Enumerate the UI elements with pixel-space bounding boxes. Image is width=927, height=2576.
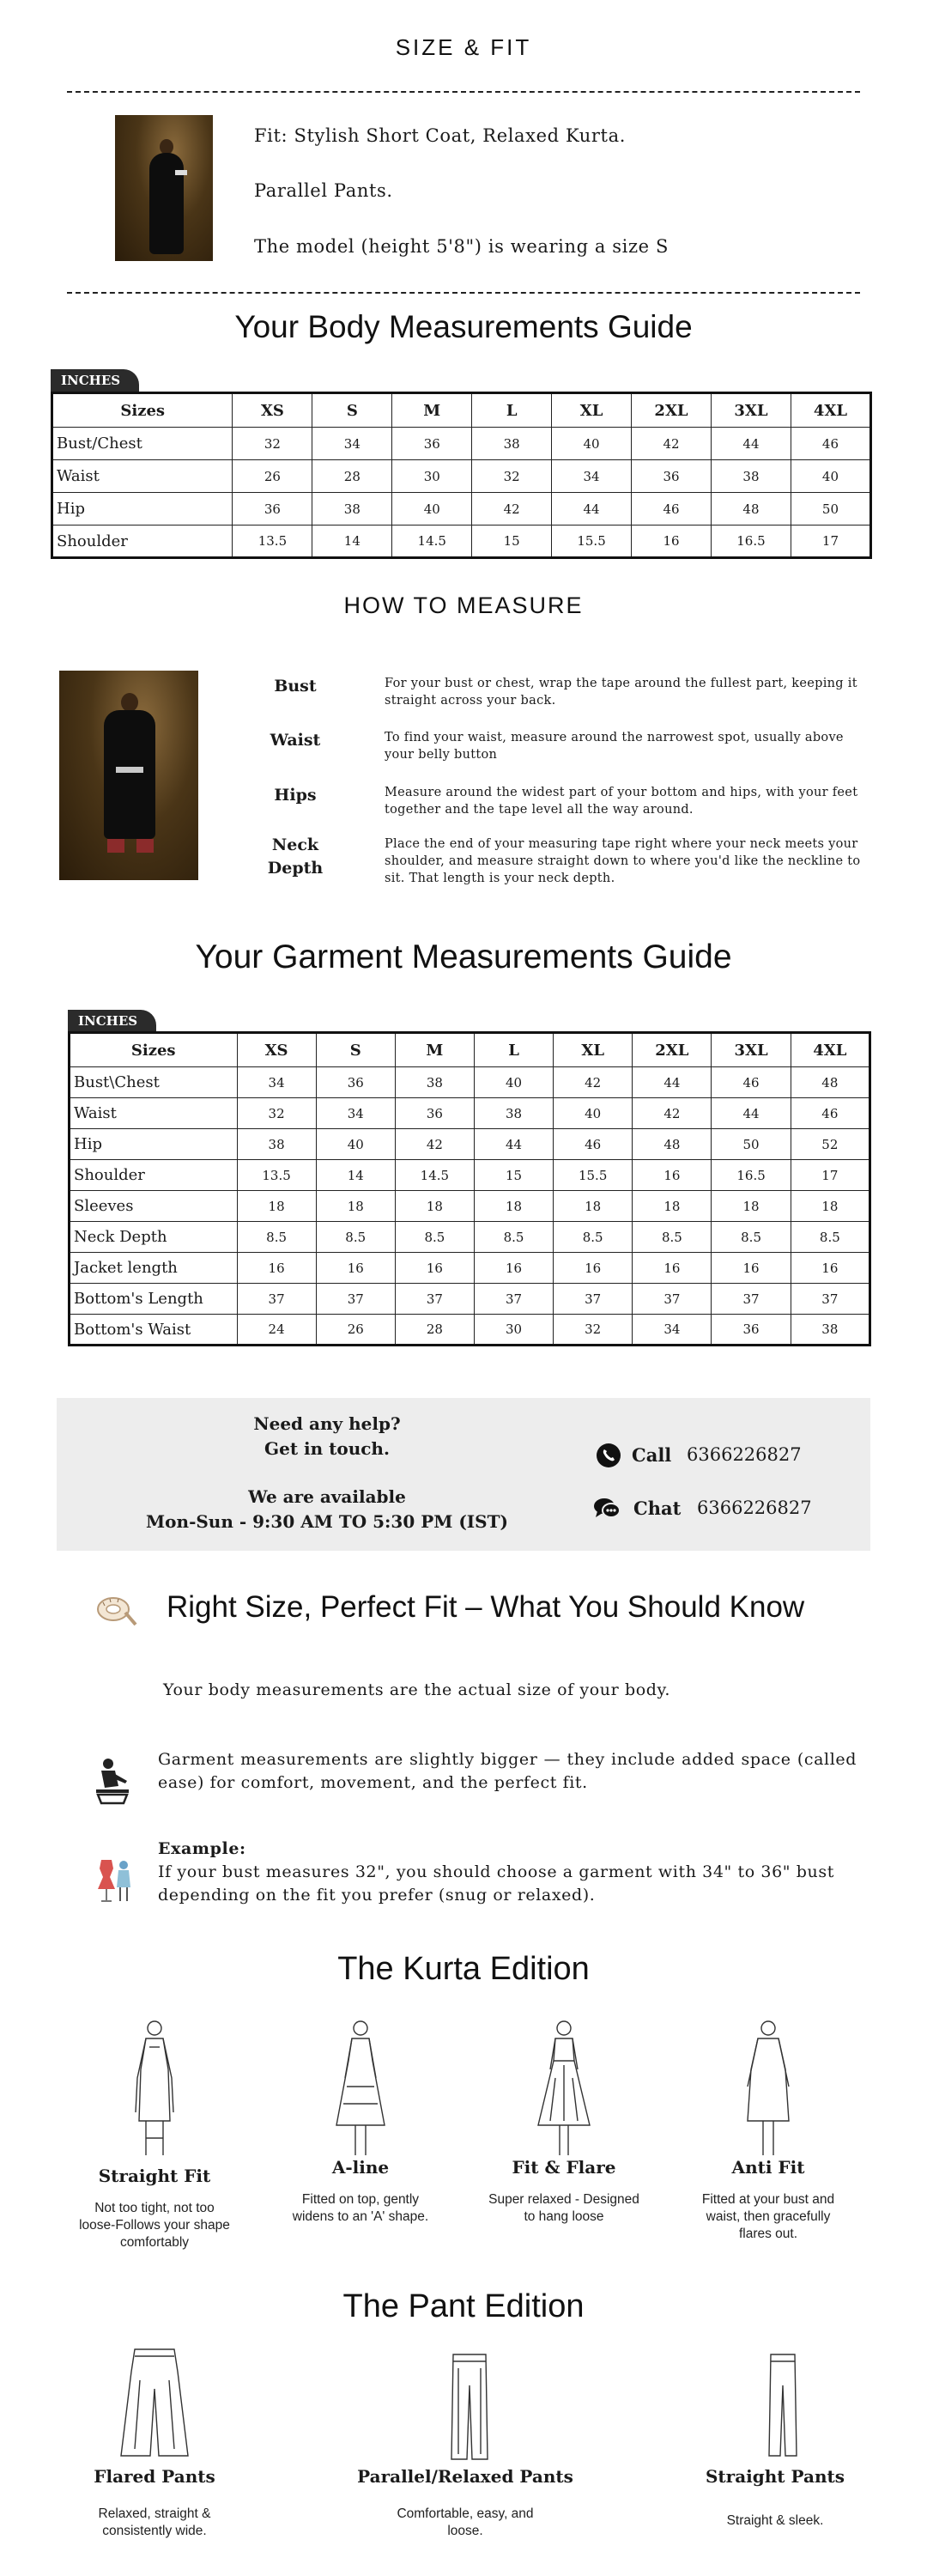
kurta-name-fit-flare: Fit & Flare bbox=[512, 2157, 616, 2178]
row-label: Jacket length bbox=[70, 1253, 238, 1284]
table-cell: 16 bbox=[633, 1253, 712, 1284]
table-header-row bbox=[70, 1033, 870, 1067]
column-header: 4XL bbox=[791, 1033, 869, 1067]
table-cell: 8.5 bbox=[395, 1222, 474, 1253]
table-cell: 38 bbox=[711, 460, 791, 493]
pant-name-straight-pants: Straight Pants bbox=[705, 2466, 845, 2487]
table-cell: 16 bbox=[632, 526, 712, 558]
table-cell: 15 bbox=[472, 526, 552, 558]
table-row bbox=[52, 428, 871, 460]
column-header: S bbox=[312, 393, 392, 428]
table-cell: 37 bbox=[237, 1284, 316, 1315]
help-box bbox=[57, 1398, 870, 1551]
pant-name-flared-pants: Flared Pants bbox=[94, 2466, 215, 2487]
tailor-icon bbox=[93, 1757, 132, 1805]
row-label: Neck Depth bbox=[70, 1222, 238, 1253]
table-cell: 36 bbox=[316, 1067, 395, 1098]
table-cell: 46 bbox=[554, 1129, 633, 1160]
kurta-desc-anti-fit: Fitted at your bust and waist, then gracefully flares out. bbox=[701, 2192, 835, 2241]
model-line: The model (height 5'8") is wearing a size S bbox=[254, 236, 669, 257]
table-cell: 48 bbox=[633, 1129, 712, 1160]
table-cell: 8.5 bbox=[633, 1222, 712, 1253]
inches-badge: INCHES bbox=[68, 1010, 156, 1032]
table-cell: 40 bbox=[392, 493, 472, 526]
table-cell: 18 bbox=[237, 1191, 316, 1222]
table-cell: 38 bbox=[791, 1315, 869, 1346]
column-header: M bbox=[392, 393, 472, 428]
table-cell: 46 bbox=[712, 1067, 791, 1098]
garment-guide-title: Your Garment Measurements Guide bbox=[195, 939, 732, 975]
available-text: We are available bbox=[248, 1486, 406, 1507]
column-header: L bbox=[472, 393, 552, 428]
table-row bbox=[70, 1253, 870, 1284]
pants-line: Parallel Pants. bbox=[254, 180, 393, 201]
example-text: If your bust measures 32", you should choose a garment with 34" to 36" bust depending on the fit you prefer (snug or relaxed). bbox=[158, 1862, 834, 1905]
table-cell: 18 bbox=[554, 1191, 633, 1222]
column-header: L bbox=[474, 1033, 553, 1067]
table-cell: 14 bbox=[312, 526, 392, 558]
column-header: 3XL bbox=[712, 1033, 791, 1067]
table-cell: 24 bbox=[237, 1315, 316, 1346]
table-cell: 16 bbox=[316, 1253, 395, 1284]
garment-measure-text: Garment measurements are slightly bigger — they include added space (called ease) for comfort, movement, and the perfect fit. bbox=[158, 1750, 857, 1792]
table-cell: 36 bbox=[632, 460, 712, 493]
how-to-measure-title: HOW TO MEASURE bbox=[343, 592, 584, 618]
table-cell: 42 bbox=[472, 493, 552, 526]
table-cell: 34 bbox=[312, 428, 392, 460]
table-cell: 26 bbox=[316, 1315, 395, 1346]
table-cell: 13.5 bbox=[233, 526, 312, 558]
table-cell: 42 bbox=[395, 1129, 474, 1160]
table-cell: 15.5 bbox=[552, 526, 632, 558]
straight-pants-illustration bbox=[766, 2351, 800, 2463]
table-cell: 37 bbox=[791, 1284, 869, 1315]
garment-measurements-table bbox=[68, 1031, 871, 1346]
pant-edition-title: The Pant Edition bbox=[342, 2288, 585, 2324]
table-header-row bbox=[52, 393, 871, 428]
table-cell: 18 bbox=[316, 1191, 395, 1222]
column-header: S bbox=[316, 1033, 395, 1067]
column-header: XS bbox=[237, 1033, 316, 1067]
measure-desc-bust: For your bust or chest, wrap the tape around the fullest part, keeping it straight across your back. bbox=[385, 677, 857, 708]
row-label: Sleeves bbox=[70, 1191, 238, 1222]
table-cell: 16 bbox=[554, 1253, 633, 1284]
table-cell: 44 bbox=[474, 1129, 553, 1160]
table-cell: 44 bbox=[633, 1067, 712, 1098]
measure-label-hips: Hips bbox=[274, 786, 317, 805]
table-cell: 42 bbox=[554, 1067, 633, 1098]
table-cell: 8.5 bbox=[237, 1222, 316, 1253]
measure-label-waist: Waist bbox=[270, 731, 321, 750]
column-header: 2XL bbox=[633, 1033, 712, 1067]
measure-label-neck-depth: Neck Depth bbox=[267, 835, 324, 878]
fit-line: Fit: Stylish Short Coat, Relaxed Kurta. bbox=[254, 125, 626, 146]
table-cell: 37 bbox=[712, 1284, 791, 1315]
table-cell: 37 bbox=[474, 1284, 553, 1315]
chat-icon[interactable] bbox=[592, 1496, 621, 1522]
table-cell: 38 bbox=[312, 493, 392, 526]
measure-desc-neck-depth: Place the end of your measuring tape right where your neck meets your shoulder, and measure straight down to where you'd like the neckline to sit. That length is your neck depth. bbox=[385, 837, 861, 885]
table-row bbox=[70, 1129, 870, 1160]
table-cell: 26 bbox=[233, 460, 312, 493]
table-row bbox=[70, 1191, 870, 1222]
table-cell: 38 bbox=[395, 1067, 474, 1098]
chat-label[interactable]: Chat bbox=[633, 1498, 682, 1519]
column-header: Sizes bbox=[70, 1033, 238, 1067]
table-cell: 16 bbox=[791, 1253, 869, 1284]
table-row bbox=[70, 1160, 870, 1191]
table-cell: 44 bbox=[712, 1098, 791, 1129]
table-cell: 16 bbox=[712, 1253, 791, 1284]
table-cell: 16.5 bbox=[711, 526, 791, 558]
table-cell: 30 bbox=[392, 460, 472, 493]
table-cell: 46 bbox=[791, 428, 870, 460]
table-cell: 14 bbox=[316, 1160, 395, 1191]
table-cell: 36 bbox=[392, 428, 472, 460]
table-cell: 40 bbox=[554, 1098, 633, 1129]
kurta-edition-title: The Kurta Edition bbox=[337, 1951, 590, 1987]
call-label[interactable]: Call bbox=[632, 1444, 672, 1466]
column-header: 4XL bbox=[791, 393, 870, 428]
column-header: Sizes bbox=[52, 393, 233, 428]
table-cell: 46 bbox=[791, 1098, 869, 1129]
table-cell: 42 bbox=[632, 428, 712, 460]
kurta-desc-a-line: Fitted on top, gently widens to an 'A' shape. bbox=[292, 2192, 429, 2224]
column-header: XL bbox=[552, 393, 632, 428]
measure-desc-waist: To find your waist, measure around the narrowest spot, usually above your belly button bbox=[385, 731, 844, 762]
table-cell: 28 bbox=[312, 460, 392, 493]
divider bbox=[67, 292, 860, 294]
table-cell: 32 bbox=[472, 460, 552, 493]
table-row bbox=[70, 1098, 870, 1129]
table-cell: 42 bbox=[633, 1098, 712, 1129]
column-header: 2XL bbox=[632, 393, 712, 428]
table-cell: 16 bbox=[395, 1253, 474, 1284]
table-cell: 17 bbox=[791, 1160, 869, 1191]
table-cell: 15 bbox=[474, 1160, 553, 1191]
row-label: Bust\Chest bbox=[70, 1067, 238, 1098]
table-cell: 16 bbox=[474, 1253, 553, 1284]
table-cell: 40 bbox=[474, 1067, 553, 1098]
flared-pants-illustration bbox=[116, 2346, 193, 2463]
fit-know-title: Right Size, Perfect Fit – What You Should Know bbox=[167, 1590, 805, 1624]
chat-number[interactable]: 6366226827 bbox=[697, 1498, 812, 1518]
table-cell: 17 bbox=[791, 526, 870, 558]
divider bbox=[67, 91, 860, 93]
kurta-a-line-illustration bbox=[326, 2018, 395, 2167]
row-label: Hip bbox=[52, 493, 233, 526]
row-label: Waist bbox=[70, 1098, 238, 1129]
kurta-name-straight-fit: Straight Fit bbox=[98, 2166, 211, 2186]
inches-badge: INCHES bbox=[51, 369, 139, 392]
table-row bbox=[52, 460, 871, 493]
table-row bbox=[70, 1222, 870, 1253]
kurta-desc-fit-flare: Super relaxed - Designed to hang loose bbox=[488, 2192, 639, 2224]
kurta-name-anti-fit: Anti Fit bbox=[731, 2157, 805, 2178]
table-cell: 8.5 bbox=[712, 1222, 791, 1253]
kurta-straight-fit-illustration bbox=[120, 2018, 189, 2167]
table-cell: 13.5 bbox=[237, 1160, 316, 1191]
table-cell: 48 bbox=[711, 493, 791, 526]
table-cell: 28 bbox=[395, 1315, 474, 1346]
row-label: Bottom's Length bbox=[70, 1284, 238, 1315]
table-cell: 18 bbox=[712, 1191, 791, 1222]
body-measurements-table bbox=[51, 392, 872, 559]
table-cell: 37 bbox=[316, 1284, 395, 1315]
table-cell: 46 bbox=[632, 493, 712, 526]
pant-desc-flared-pants: Relaxed, straight & consistently wide. bbox=[98, 2506, 211, 2538]
need-help-text: Need any help? bbox=[253, 1413, 401, 1434]
table-cell: 36 bbox=[712, 1315, 791, 1346]
kurta-name-a-line: A-line bbox=[331, 2157, 390, 2178]
column-header: XL bbox=[554, 1033, 633, 1067]
table-cell: 34 bbox=[633, 1315, 712, 1346]
measuring-tape-icon bbox=[93, 1590, 137, 1630]
pant-desc-parallel-relaxed-pants: Comfortable, easy, and loose. bbox=[397, 2506, 534, 2538]
column-header: M bbox=[395, 1033, 474, 1067]
kurta-desc-straight-fit: Not too tight, not too loose-Follows your shape comfortably bbox=[79, 2201, 230, 2250]
table-cell: 38 bbox=[474, 1098, 553, 1129]
table-cell: 44 bbox=[711, 428, 791, 460]
dress-form-icon bbox=[94, 1855, 136, 1905]
phone-icon[interactable] bbox=[596, 1443, 621, 1468]
table-cell: 34 bbox=[237, 1067, 316, 1098]
table-cell: 30 bbox=[474, 1315, 553, 1346]
table-cell: 32 bbox=[237, 1098, 316, 1129]
model-photo bbox=[115, 115, 213, 261]
table-cell: 18 bbox=[633, 1191, 712, 1222]
call-number[interactable]: 6366226827 bbox=[687, 1444, 802, 1465]
table-row bbox=[70, 1284, 870, 1315]
table-cell: 18 bbox=[474, 1191, 553, 1222]
kurta-anti-fit-illustration bbox=[734, 2018, 803, 2167]
measure-desc-hips: Measure around the widest part of your bottom and hips, with your feet together and the tape level all the way around. bbox=[385, 786, 858, 817]
pant-desc-straight-pants: Straight & sleek. bbox=[726, 2513, 824, 2528]
table-cell: 50 bbox=[791, 493, 870, 526]
table-cell: 16.5 bbox=[712, 1160, 791, 1191]
table-cell: 16 bbox=[237, 1253, 316, 1284]
table-cell: 8.5 bbox=[316, 1222, 395, 1253]
table-cell: 32 bbox=[233, 428, 312, 460]
table-cell: 14.5 bbox=[392, 526, 472, 558]
pant-name-parallel-relaxed-pants: Parallel/Relaxed Pants bbox=[357, 2466, 573, 2487]
measure-model-photo bbox=[59, 671, 198, 880]
row-label: Waist bbox=[52, 460, 233, 493]
table-cell: 34 bbox=[552, 460, 632, 493]
table-cell: 50 bbox=[712, 1129, 791, 1160]
row-label: Bottom's Waist bbox=[70, 1315, 238, 1346]
row-label: Shoulder bbox=[70, 1160, 238, 1191]
table-cell: 8.5 bbox=[554, 1222, 633, 1253]
table-cell: 14.5 bbox=[395, 1160, 474, 1191]
table-cell: 38 bbox=[237, 1129, 316, 1160]
table-cell: 15.5 bbox=[554, 1160, 633, 1191]
table-cell: 32 bbox=[554, 1315, 633, 1346]
table-cell: 40 bbox=[791, 460, 870, 493]
table-cell: 8.5 bbox=[474, 1222, 553, 1253]
row-label: Hip bbox=[70, 1129, 238, 1160]
body-measure-text: Your body measurements are the actual size of your body. bbox=[163, 1680, 670, 1699]
column-header: 3XL bbox=[711, 393, 791, 428]
column-header: XS bbox=[233, 393, 312, 428]
table-cell: 52 bbox=[791, 1129, 869, 1160]
body-guide-title: Your Body Measurements Guide bbox=[234, 309, 693, 344]
table-cell: 40 bbox=[316, 1129, 395, 1160]
parallel-pants-illustration bbox=[448, 2351, 491, 2464]
table-cell: 16 bbox=[633, 1160, 712, 1191]
measure-label-bust: Bust bbox=[274, 677, 317, 696]
table-cell: 18 bbox=[395, 1191, 474, 1222]
table-cell: 18 bbox=[791, 1191, 869, 1222]
kurta-fit-flare-illustration bbox=[530, 2018, 598, 2167]
table-cell: 8.5 bbox=[791, 1222, 869, 1253]
table-cell: 36 bbox=[233, 493, 312, 526]
table-cell: 38 bbox=[472, 428, 552, 460]
table-cell: 37 bbox=[633, 1284, 712, 1315]
table-row bbox=[52, 493, 871, 526]
table-cell: 40 bbox=[552, 428, 632, 460]
size-fit-title: SIZE & FIT bbox=[395, 34, 532, 60]
example-label: Example: bbox=[158, 1839, 246, 1858]
table-cell: 44 bbox=[552, 493, 632, 526]
table-row bbox=[52, 526, 871, 558]
table-row bbox=[70, 1067, 870, 1098]
hours-text: Mon-Sun - 9:30 AM TO 5:30 PM (IST) bbox=[146, 1511, 508, 1532]
table-row bbox=[70, 1315, 870, 1346]
table-cell: 37 bbox=[395, 1284, 474, 1315]
row-label: Shoulder bbox=[52, 526, 233, 558]
row-label: Bust/Chest bbox=[52, 428, 233, 460]
table-cell: 48 bbox=[791, 1067, 869, 1098]
get-in-touch-text: Get in touch. bbox=[264, 1438, 390, 1459]
table-cell: 34 bbox=[316, 1098, 395, 1129]
table-cell: 37 bbox=[554, 1284, 633, 1315]
table-cell: 36 bbox=[395, 1098, 474, 1129]
